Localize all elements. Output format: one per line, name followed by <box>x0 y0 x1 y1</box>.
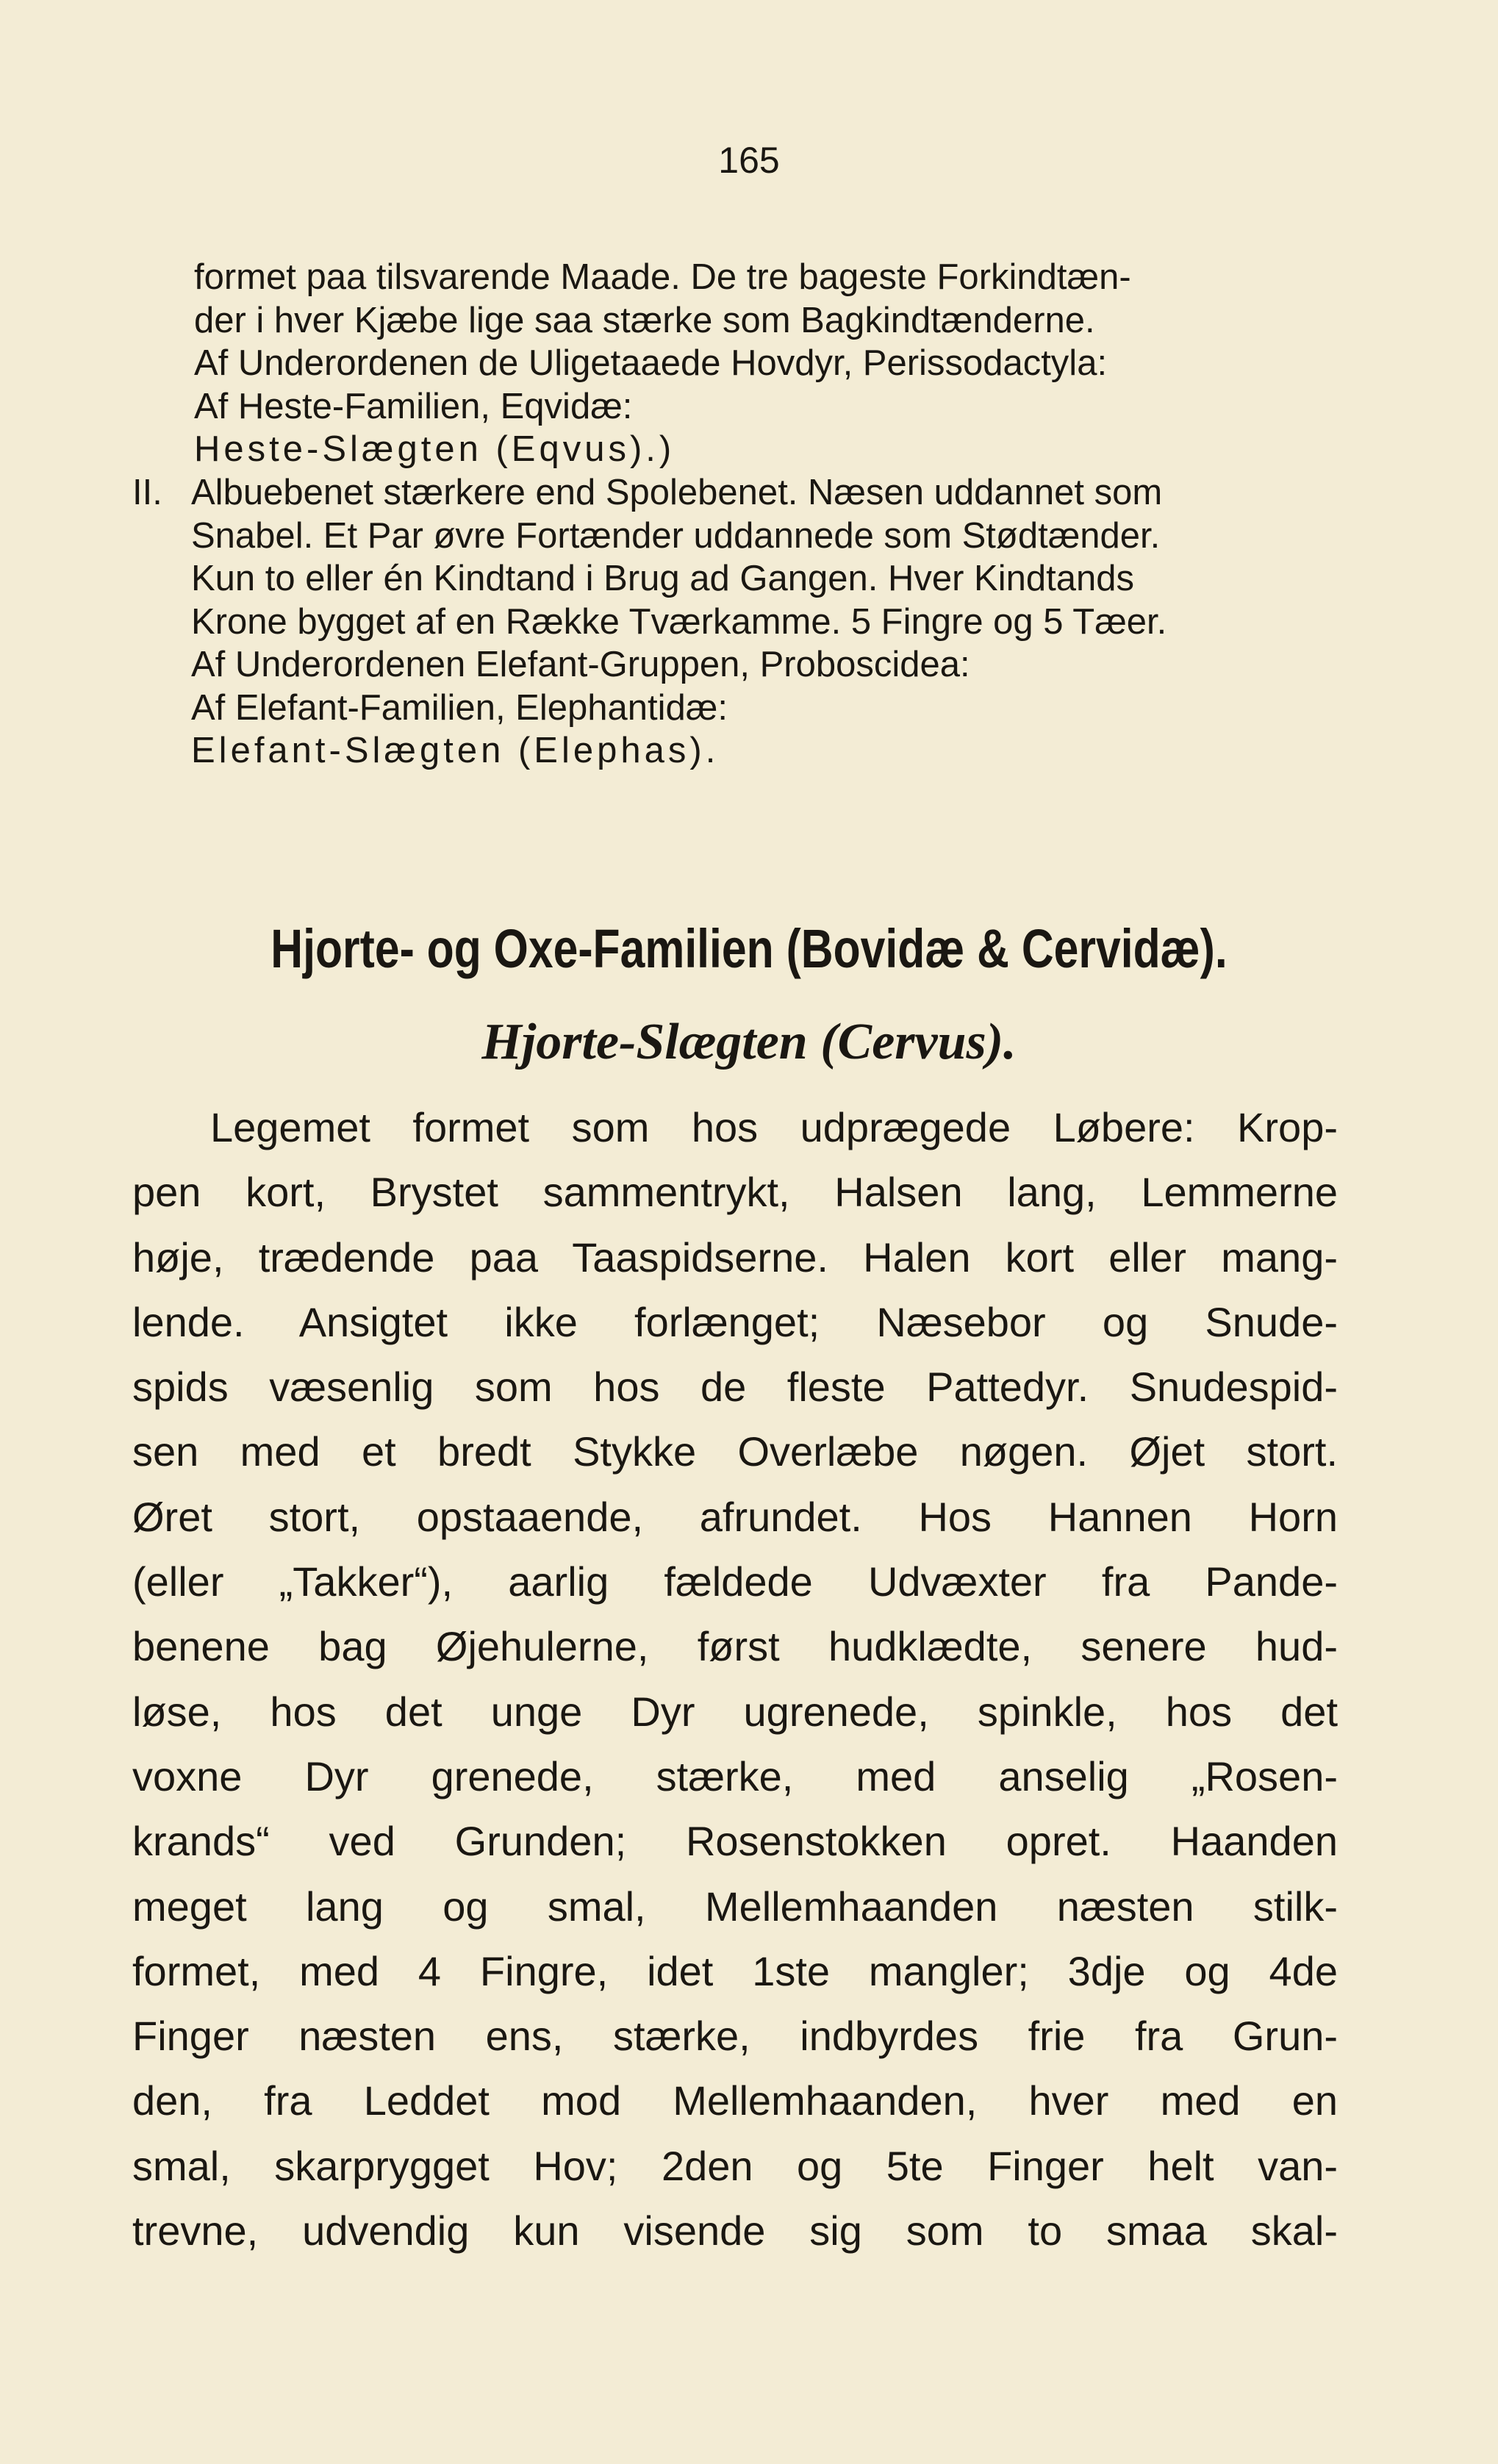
section-ii-block <box>132 471 1279 773</box>
text-line: Finger næsten ens, stærke, indbyrdes frie fra Grun- <box>132 2013 1338 2060</box>
body-paragraph <box>132 1095 1338 2263</box>
continuation-block <box>194 256 1341 471</box>
text-line: Af Underordenen Elefant-Gruppen, Proboscidea: <box>191 645 970 684</box>
genus-subheading: Hjorte-Slægten (Cervus). <box>481 1014 1017 1070</box>
text-line: Af Elefant-Familien, Elephantidæ: <box>191 687 728 728</box>
text-line: Øret stort, opstaaende, afrundet. Hos Hannen Horn <box>132 1493 1338 1540</box>
text-line: meget lang og smal, Mellemhaanden næsten stilk- <box>132 1883 1338 1930</box>
text-line: (eller „Takker“), aarlig fældede Udvæxter fra Pande- <box>132 1558 1338 1605</box>
text-line: den, fra Leddet mod Mellemhaanden, hver med en <box>132 2077 1338 2124</box>
text-line: pen kort, Brystet sammentrykt, Halsen lang, Lemmerne <box>132 1169 1338 1216</box>
text-line: benene bag Øjehulerne, først hudklædte, senere hud- <box>132 1623 1338 1670</box>
text-line: spids væsenlig som hos de fleste Pattedyr. Snudespid- <box>132 1364 1338 1411</box>
text-line: Krone bygget af en Række Tværkamme. 5 Fingre og 5 Tæer. <box>191 601 1167 642</box>
section-heading: Hjorte- og Oxe-Familien (Bovidæ & Cervidæ). <box>270 918 1228 979</box>
text-line: Snabel. Et Par øvre Fortænder uddannede som Stødtænder. <box>191 515 1161 556</box>
text-line: Albuebenet stærkere end Spolebenet. Næsen uddannet som <box>191 473 1163 512</box>
text-line: der i hver Kjæbe lige saa stærke som Bagkindtænderne. <box>194 300 1095 340</box>
text-line: Heste-Slægten (Eqvus).) <box>194 429 675 469</box>
text-line: Elefant-Slægten (Elephas). <box>191 731 720 770</box>
text-line: høje, trædende paa Taaspidserne. Halen kort eller mang- <box>132 1233 1338 1281</box>
text-line: Legemet formet som hos udprægede Løbere: Krop- <box>210 1104 1338 1150</box>
text-line: trevne, udvendig kun visende sig som to smaa skal- <box>132 2207 1338 2255</box>
page-number: 165 <box>718 140 780 181</box>
text-line: lende. Ansigtet ikke forlænget; Næsebor og Snude- <box>132 1298 1338 1345</box>
text-line: sen med et bredt Stykke Overlæbe nøgen. Øjet stort. <box>132 1428 1338 1475</box>
text-line: Af Heste-Familien, Eqvidæ: <box>194 386 633 426</box>
text-line: løse, hos det unge Dyr ugrenede, spinkle, hos det <box>132 1688 1338 1735</box>
text-line: smal, skarprygget Hov; 2den og 5te Finger helt van- <box>132 2142 1338 2189</box>
text-line: voxne Dyr grenede, stærke, med anselig „Rosen- <box>132 1752 1338 1799</box>
text-line: formet, med 4 Fingre, idet 1ste mangler; 3dje og 4de <box>132 1947 1338 1994</box>
text-line: formet paa tilsvarende Maade. De tre bageste Forkindtæn- <box>194 257 1131 297</box>
text-line: Af Underordenen de Uligetaaede Hovdyr, Perissodactyla: <box>194 343 1108 383</box>
text-line: Kun to eller én Kindtand i Brug ad Gangen. Hver Kindtands <box>191 559 1134 598</box>
section-label: II. <box>132 473 162 512</box>
text-line: krands“ ved Grunden; Rosenstokken opret. Haanden <box>132 1818 1338 1865</box>
